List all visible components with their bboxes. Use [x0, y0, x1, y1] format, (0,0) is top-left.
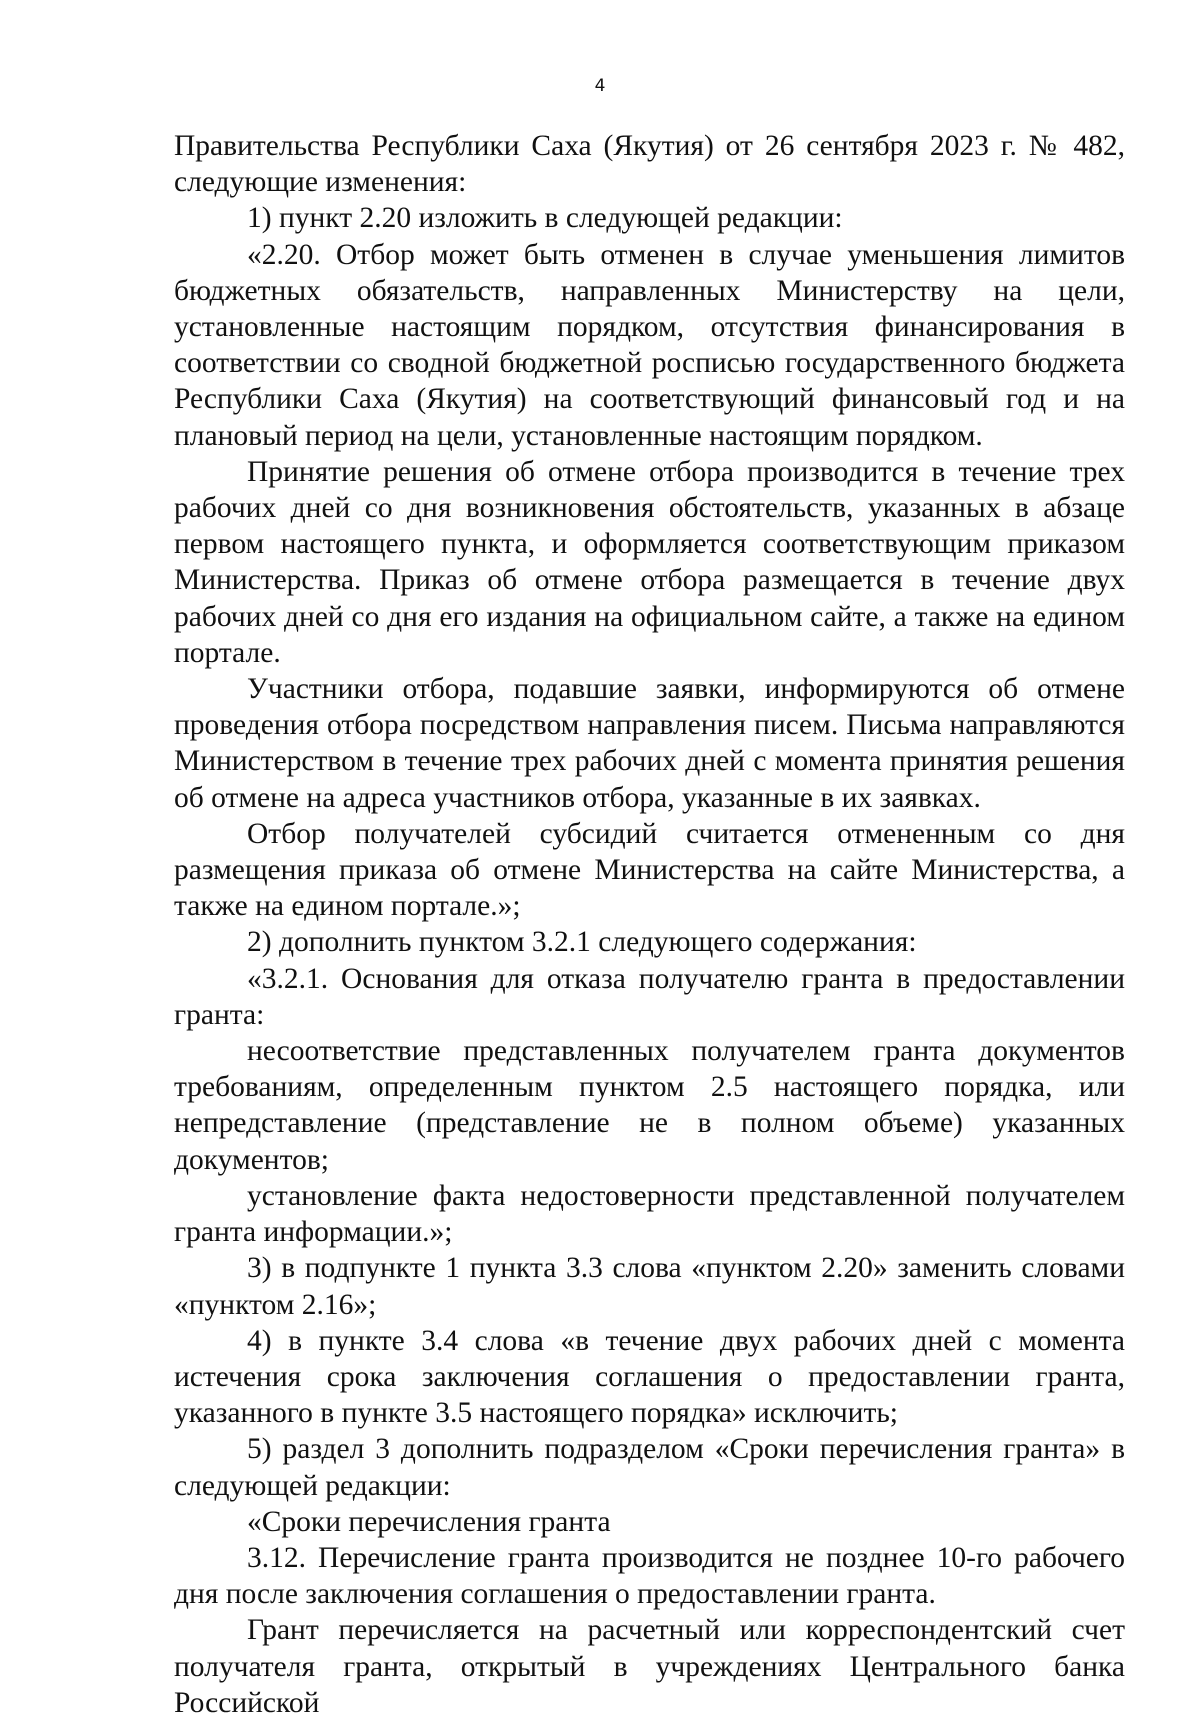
document-body: [174, 128, 1125, 1721]
paragraph-nonconformity: несоответствие представленных получателем гранта документов требованиям, определенным пунктом 2.5 настоящего порядка, или непредставление (представление не в полном объеме) указанных документов;: [174, 1035, 1125, 1176]
paragraph-clause-2-20: «2.20. Отбор может быть отменен в случае уменьшения лимитов бюджетных обязательств, направленных Министерству на цели, установленные настоящим порядком, отсутствия финансирования в соответствии со сводной бюджетной росписью государственного бюджета Республики Саха (Якутия) на соответствующий финансовый год и на плановый период на цели, установленные настоящим порядком.: [174, 238, 1125, 452]
paragraph-item-3: 3) в подпункте 1 пункта 3.3 слова «пунктом 2.20» заменить словами «пунктом 2.16»;: [174, 1252, 1125, 1321]
paragraph-item-1: 1) пункт 2.20 изложить в следующей редакции:: [247, 202, 843, 235]
paragraph-clause-3-2-1: «3.2.1. Основания для отказа получателю гранта в предоставлении гранта:: [174, 962, 1125, 1031]
paragraph-continuation: Правительства Республики Саха (Якутия) от 26 сентября 2023 г. № 482, следующие изменения:: [174, 130, 1125, 199]
paragraph-grant-transfer: Грант перечисляется на расчетный или корреспондентский счет получателя гранта, открытый в учреждениях Центрального банка Российской: [174, 1614, 1125, 1719]
paragraph-participants: Участники отбора, подавшие заявки, информируются об отмене проведения отбора посредством направления писем. Письма направляются Министерством в течение трех рабочих дней с момента принятия решения об отмене на адреса участников отбора, указанные в их заявках.: [174, 673, 1125, 814]
paragraph-unreliable-info: установление факта недостоверности представленной получателем гранта информации.»;: [174, 1179, 1125, 1249]
paragraph-cancellation: Отбор получателей субсидий считается отмененным со дня размещения приказа об отмене Министерства на сайте Министерства, а также на едином портале.»;: [174, 817, 1125, 923]
paragraph-clause-3-12: 3.12. Перечисление гранта производится не позднее 10-го рабочего дня после заключения соглашения о предоставлении гранта.: [174, 1541, 1125, 1611]
paragraph-decision: Принятие решения об отмене отбора производится в течение трех рабочих дней со дня возникновения обстоятельств, указанных в абзаце первом настоящего пункта, и оформляется соответствующим приказом Министерства. Приказ об отмене отбора размещается в течение двух рабочих дней со дня его издания на официальном сайте, а также на едином портале.: [174, 455, 1125, 669]
paragraph-item-4: 4) в пункте 3.4 слова «в течение двух рабочих дней с момента истечения срока заключения соглашения о предоставлении гранта, указанного в пункте 3.5 настоящего порядка» исключить;: [174, 1324, 1125, 1430]
paragraph-item-5: 5) раздел 3 дополнить подразделом «Сроки перечисления гранта» в следующей редакции:: [174, 1433, 1125, 1502]
page-number: 4: [594, 76, 606, 96]
paragraph-subsection-title: «Сроки перечисления гранта: [247, 1505, 611, 1538]
paragraph-item-2: 2) дополнить пунктом 3.2.1 следующего содержания:: [247, 926, 917, 959]
